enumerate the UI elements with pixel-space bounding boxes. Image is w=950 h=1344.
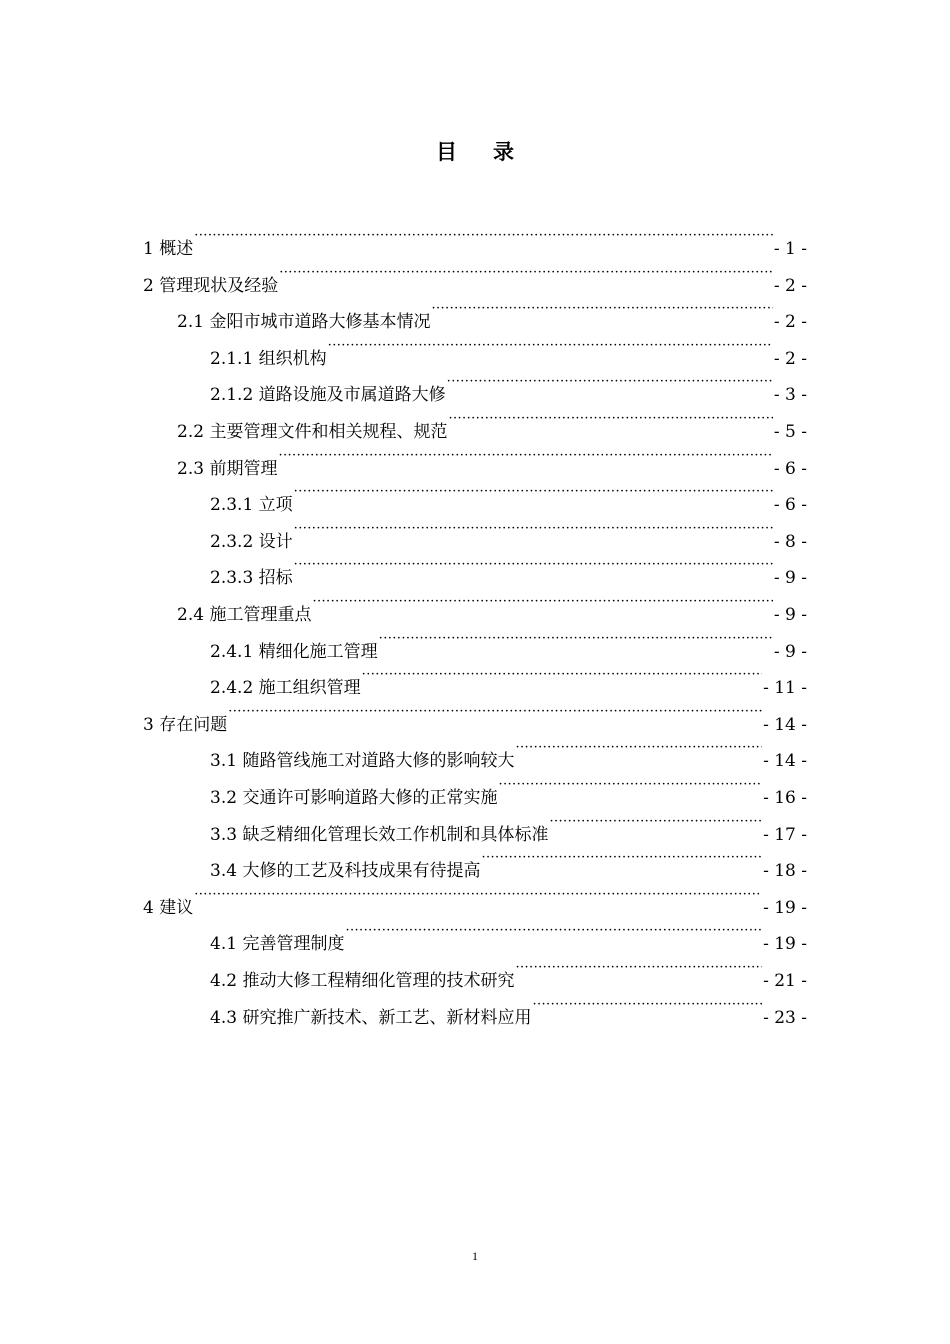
toc-entry[interactable]	[210, 511, 807, 552]
toc-entry-label: 2.3.1 立项	[210, 495, 293, 516]
toc-entry[interactable]	[210, 657, 807, 699]
toc-entry-page: - 14 -	[763, 751, 807, 772]
toc-leader-dots	[345, 913, 762, 949]
toc-entry[interactable]	[210, 328, 807, 369]
toc-entry-label: 2.1.2 道路设施及市属道路大修	[210, 385, 446, 406]
toc-entry-label: 2.4.1 精细化施工管理	[210, 641, 378, 662]
toc-leader-dots	[515, 730, 762, 766]
toc-entry-page: - 11 -	[763, 678, 807, 699]
toc-entry[interactable]	[210, 840, 807, 882]
toc-leader-dots	[532, 987, 762, 1023]
toc-entry[interactable]	[143, 218, 807, 259]
toc-entry-page: - 17 -	[763, 824, 807, 845]
toc-leader-dots	[431, 291, 772, 327]
toc-entry[interactable]	[210, 621, 807, 662]
toc-entry-label: 2.4.2 施工组织管理	[210, 678, 361, 699]
toc-entry-page: - 1 -	[773, 239, 807, 259]
toc-entry-page: - 2 -	[773, 275, 807, 296]
toc-leader-dots	[294, 474, 773, 510]
toc-leader-dots	[447, 364, 773, 400]
toc-entry-label: 2.3.2 设计	[210, 531, 293, 552]
toc-entry-label: 2.1 金阳市城市道路大修基本情况	[177, 312, 431, 333]
toc-entry-label: 3 存在问题	[143, 714, 228, 735]
toc-entry-page: - 19 -	[763, 897, 807, 918]
toc-leader-dots	[549, 804, 762, 840]
toc-entry[interactable]	[210, 730, 807, 772]
toc-leader-dots	[515, 950, 762, 986]
toc-entry[interactable]	[210, 987, 807, 1028]
toc-entry[interactable]	[143, 694, 807, 735]
toc-entry-page: - 18 -	[763, 861, 807, 882]
toc-title: 目录	[436, 140, 550, 164]
toc-entry-page: - 8 -	[773, 531, 807, 552]
toc-leader-dots	[228, 694, 762, 730]
toc-leader-dots	[279, 255, 773, 291]
toc-entry-label: 4.3 研究推广新技术、新工艺、新材料应用	[210, 1007, 532, 1028]
toc-entry-label: 4.1 完善管理制度	[210, 934, 345, 955]
toc-leader-dots	[312, 584, 772, 620]
toc-entry[interactable]	[210, 804, 807, 845]
toc-entry-label: 4.2 推动大修工程精细化管理的技术研究	[210, 971, 515, 991]
toc-entry-label: 3.4 大修的工艺及科技成果有待提高	[210, 861, 481, 882]
toc-leader-dots	[481, 840, 762, 876]
toc-entry[interactable]	[210, 364, 807, 406]
toc-entry[interactable]	[177, 291, 807, 333]
toc-entry[interactable]	[177, 438, 807, 479]
toc-entry-page: - 16 -	[763, 788, 807, 808]
toc-entry-page: - 2 -	[773, 348, 807, 369]
toc-entry-label: 4 建议	[143, 897, 194, 918]
toc-entry[interactable]	[210, 767, 807, 808]
page-number: 1	[472, 1249, 478, 1263]
toc-entry-label: 1 概述	[143, 239, 194, 259]
toc-entry[interactable]	[177, 401, 807, 442]
toc-entry[interactable]	[210, 547, 807, 589]
toc-entry-page: - 5 -	[773, 422, 807, 442]
toc-entry-label: 3.2 交通许可影响道路大修的正常实施	[210, 788, 498, 808]
toc-entry-page: - 9 -	[773, 568, 807, 589]
toc-entry-label: 2.4 施工管理重点	[177, 605, 312, 625]
toc-leader-dots	[379, 621, 773, 657]
toc-leader-dots	[294, 547, 773, 583]
toc-leader-dots	[498, 767, 762, 803]
toc-leader-dots	[362, 657, 762, 693]
toc-entry-page: - 2 -	[773, 312, 807, 333]
toc-entry-page: - 14 -	[763, 714, 807, 735]
toc-entry[interactable]	[143, 255, 807, 296]
toc-entry[interactable]	[210, 474, 807, 516]
toc-leader-dots	[194, 877, 762, 913]
toc-entry-page: - 21 -	[763, 971, 807, 991]
toc-entry-page: - 6 -	[773, 495, 807, 516]
toc-entry-label: 3.1 随路管线施工对道路大修的影响较大	[210, 751, 515, 772]
toc-entry-label: 2.3 前期管理	[177, 458, 278, 479]
toc-entry-page: - 9 -	[773, 641, 807, 662]
toc-leader-dots	[328, 328, 773, 364]
toc-entry[interactable]	[143, 877, 807, 918]
toc-entry-page: - 6 -	[773, 458, 807, 479]
toc-entry[interactable]	[210, 950, 807, 991]
toc-leader-dots	[194, 218, 773, 254]
toc-leader-dots	[294, 511, 773, 547]
toc-entry-label: 2 管理现状及经验	[143, 275, 279, 296]
toc-entry-label: 2.2 主要管理文件和相关规程、规范	[177, 422, 448, 442]
toc-entry-label: 2.3.3 招标	[210, 568, 293, 589]
toc-entry-page: - 19 -	[763, 934, 807, 955]
toc-entry[interactable]	[177, 584, 807, 625]
toc-leader-dots	[278, 438, 772, 474]
toc-entry-page: - 23 -	[763, 1007, 807, 1028]
toc-entry-page: - 9 -	[773, 605, 807, 625]
toc-leader-dots	[448, 401, 772, 437]
toc-entry-page: - 3 -	[773, 385, 807, 406]
toc-entry[interactable]	[210, 913, 807, 955]
toc-entry-label: 2.1.1 组织机构	[210, 348, 327, 369]
toc-entry-label: 3.3 缺乏精细化管理长效工作机制和具体标准	[210, 824, 549, 845]
